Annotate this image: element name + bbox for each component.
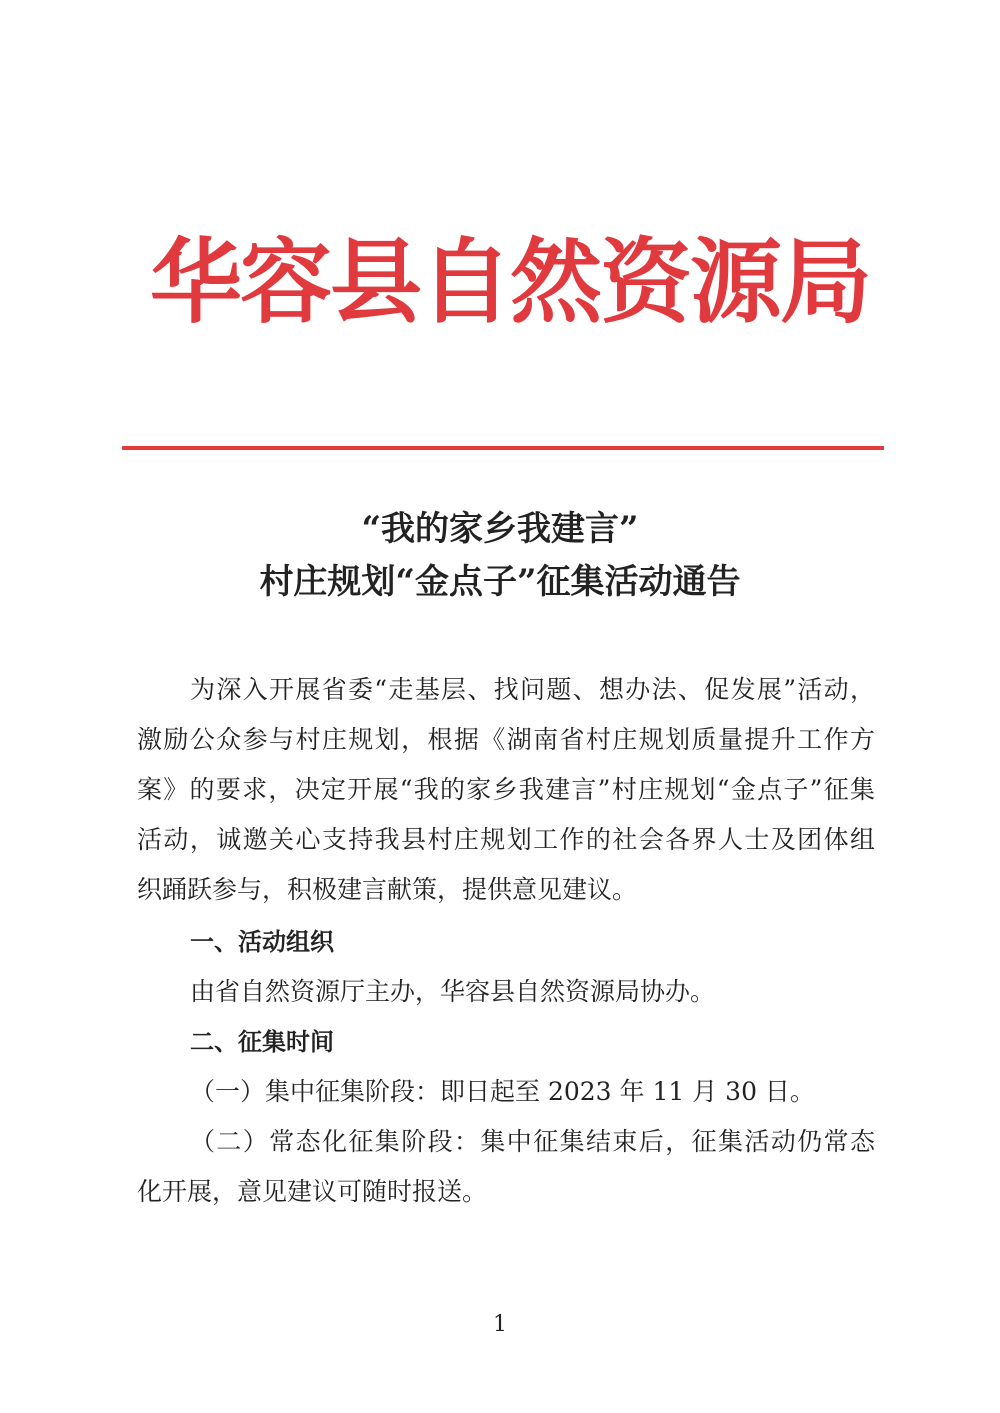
paragraph-line: 为深入开展省委“走基层、找问题、想办法、促发展”活动， [190, 675, 875, 704]
paragraph-line: （一）集中征集阶段：即日起至 2023 年 11 月 30 日。 [190, 1077, 815, 1106]
paragraph-line: 由省自然资源厅主办，华容县自然资源局协办。 [190, 977, 716, 1006]
paragraph-line: 案》的要求，决定开展“我的家乡我建言”村庄规划“金点子”征集 [137, 775, 875, 804]
paragraph-line: 化开展，意见建议可随时报送。 [137, 1177, 488, 1206]
page-number: 1 [493, 1312, 507, 1337]
paragraph-line: 激励公众参与村庄规划，根据《湖南省村庄规划质量提升工作方 [137, 725, 875, 754]
paragraph-line: 织踊跃参与，积极建言献策，提供意见建议。 [137, 875, 638, 904]
section-heading: 一、活动组织 [190, 928, 334, 956]
document-title-line-1: “我的家乡我建言” [361, 509, 639, 549]
paragraph-line: （二）常态化征集阶段：集中征集结束后，征集活动仍常态 [190, 1127, 875, 1156]
red-divider-line [122, 446, 884, 450]
section-heading: 二、征集时间 [190, 1028, 334, 1056]
paragraph-line: 活动，诚邀关心支持我县村庄规划工作的社会各界人士及团体组 [137, 825, 875, 854]
issuing-organization-header: 华容县自然资源局 [150, 228, 871, 336]
document-title-line-2: 村庄规划“金点子”征集活动通告 [259, 562, 741, 602]
